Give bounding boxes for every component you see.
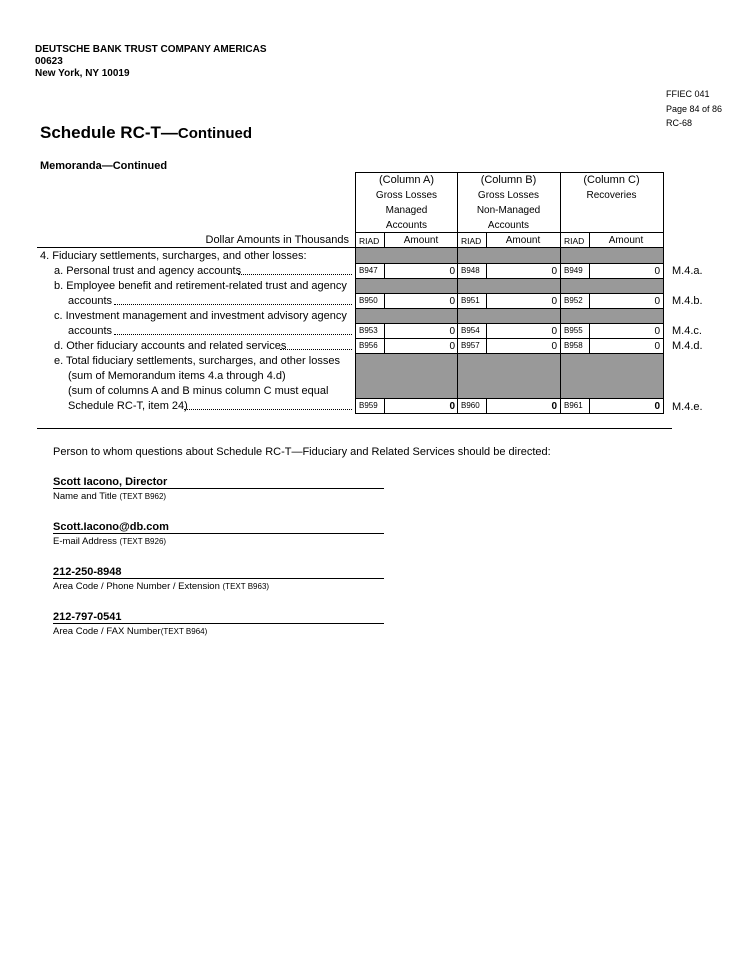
row-b-label-1: b. Employee benefit and retirement-related trust and agency [54,280,347,292]
riad-divider-b-row-cd [486,323,487,353]
bank-name: DEUTSCHE BANK TRUST COMPANY AMERICAS [35,44,267,55]
caption-code: (TEXT B962) [119,492,167,501]
row-d-bottom [355,353,663,354]
column-a-label: (Column A) [378,174,435,186]
row-c-label-1: c. Investment management and investment advisory agency [54,310,347,322]
amount-cell: 0 [449,326,455,337]
bank-city: New York, NY 10019 [35,68,130,79]
riad-code: B961 [564,401,583,410]
contact-name-rule [53,488,384,489]
column-a-header [355,173,458,233]
title-continued: Continued [177,125,253,142]
shade-row-b [355,278,663,293]
riad-divider-b-row-a [486,263,487,278]
contact-fax-value: 212-797-0541 [53,611,122,623]
caption-text: Area Code / Phone Number / Extension [53,581,220,592]
contact-name-caption [53,491,166,502]
row-b-top [355,293,663,294]
riad-code: B959 [359,401,378,410]
riad-divider-c-row-b [589,293,590,308]
row-a-leader [238,274,352,275]
amount-cell: 0 [654,326,660,337]
riad-divider-b-row-e [486,398,487,413]
riad-divider-a-row-cd [384,323,385,353]
riad-code: B950 [359,296,378,305]
column-a-line3: Accounts [385,220,428,231]
shade-row-c [355,308,663,323]
column-b-label: (Column B) [480,174,537,186]
item-4-label: 4. Fiduciary settlements, surcharges, and other losses: [40,250,307,262]
row-e-leader [184,409,352,410]
section-divider [37,428,672,429]
form-number: FFIEC 041 [666,89,710,99]
shade-row-e [355,353,663,398]
bank-header [35,44,267,80]
amount-cell: 0 [449,266,455,277]
table-bottom-border [355,413,663,414]
contact-email-rule [53,533,384,534]
caption-code: (TEXT B964) [160,627,208,636]
subhead-bottom-border [355,247,663,248]
caption-text: E-mail Address [53,536,117,547]
row-e-label-1: e. Total fiduciary settlements, surcharges, and other losses [54,355,340,367]
row-b-leader [114,304,352,305]
row-d-leader [280,349,352,350]
column-b-line3: Accounts [487,220,530,231]
row-b-bottom [355,308,663,309]
contact-fax-caption [53,626,207,637]
riad-code: B951 [461,296,480,305]
title-dash: — [160,123,178,142]
amount-cell: 0 [449,401,455,412]
amount-cell: 0 [551,326,557,337]
column-a-line2: Managed [385,205,428,216]
column-c-line1: Recoveries [586,190,637,201]
contact-phone-rule [53,578,384,579]
amount-subhead-c: Amount [608,235,644,246]
label-column-rule [37,247,355,248]
contact-email-caption [53,536,166,547]
amount-cell: 0 [449,341,455,352]
row-e-label-4: Schedule RC-T, item 24) [68,400,188,412]
amount-subhead-b: Amount [505,235,541,246]
amount-cell: 0 [449,296,455,307]
column-b-line2: Non-Managed [476,205,541,216]
riad-divider-c-row-a [589,263,590,278]
contact-email-value: Scott.Iacono@db.com [53,521,169,533]
riad-subhead-b: RIAD [461,236,482,246]
row-c-bottom [355,338,663,339]
row-d-label: d. Other fiduciary accounts and related services [54,340,287,352]
riad-code: B960 [461,401,480,410]
title-main: Schedule RC-T [40,123,161,142]
riad-code: B952 [564,296,583,305]
amount-cell: 0 [551,401,557,412]
row-e-label-3: (sum of columns A and B minus column C must equal [68,385,329,397]
col-c-left [560,172,561,414]
riad-divider-a-row-a [384,263,385,278]
shade-row-4 [355,248,663,263]
riad-code: B956 [359,341,378,350]
riad-subhead-c: RIAD [564,236,585,246]
column-b-header [457,173,560,233]
contact-name-value: Scott Iacono, Director [53,476,168,488]
row-a-bottom [355,278,663,279]
line-reference: M.4.b. [672,295,703,307]
section-heading: Memoranda—Continued [40,160,168,172]
riad-divider-c-row-cd [589,323,590,353]
riad-code: B958 [564,341,583,350]
line-reference: M.4.a. [672,265,703,277]
riad-divider-b-row-b [486,293,487,308]
col-c-right [663,172,664,414]
row-c-top [355,323,663,324]
amount-cell: 0 [654,296,660,307]
caption-code: (TEXT B926) [119,537,167,546]
riad-code: B954 [461,326,480,335]
amount-cell: 0 [654,401,660,412]
column-b-line1: Gross Losses [477,190,540,201]
amount-cell: 0 [654,341,660,352]
row-e-label-2: (sum of Memorandum items 4.a through 4.d) [68,370,286,382]
caption-text: Name and Title [53,491,117,502]
caption-text: Area Code / FAX Number [53,626,161,637]
form-identifier [666,87,722,131]
column-a-line1: Gross Losses [375,190,438,201]
row-a-top [355,263,663,264]
page-number: Page 84 of 86 [666,103,723,114]
riad-code: B947 [359,266,378,275]
amount-cell: 0 [551,341,557,352]
page-title [40,123,252,143]
contact-intro: Person to whom questions about Schedule RC-T—Fiduciary and Related Services should be directed: [53,446,551,458]
dollar-amounts-heading: Dollar Amounts in Thousands [205,234,349,246]
amount-cell: 0 [551,296,557,307]
caption-code: (TEXT B963) [222,582,270,591]
riad-divider-a-row-b [384,293,385,308]
bank-id: 00623 [35,56,63,67]
line-reference: M.4.e. [672,401,703,413]
contact-phone-value: 212-250-8948 [53,566,122,578]
riad-subhead-a: RIAD [359,236,380,246]
column-c-label: (Column C) [583,174,640,186]
riad-divider-a-row-e [384,398,385,413]
amount-cell: 0 [654,266,660,277]
row-c-leader [114,334,352,335]
contact-phone-caption [53,581,269,592]
riad-code: B949 [564,266,583,275]
amount-subhead-a: Amount [403,235,439,246]
amount-cell: 0 [551,266,557,277]
line-reference: M.4.c. [672,325,702,337]
riad-code: B957 [461,341,480,350]
column-c-header [560,173,663,203]
row-e-top [355,398,663,399]
riad-code: B948 [461,266,480,275]
line-reference: M.4.d. [672,340,703,352]
row-b-label-2: accounts [68,295,113,307]
riad-code: B953 [359,326,378,335]
contact-fax-rule [53,623,384,624]
riad-divider-c-row-e [589,398,590,413]
row-c-label-2: accounts [68,325,113,337]
row-a-label: a. Personal trust and agency accounts [54,265,242,277]
riad-code: B955 [564,326,583,335]
page-code: RC-68 [666,118,693,128]
